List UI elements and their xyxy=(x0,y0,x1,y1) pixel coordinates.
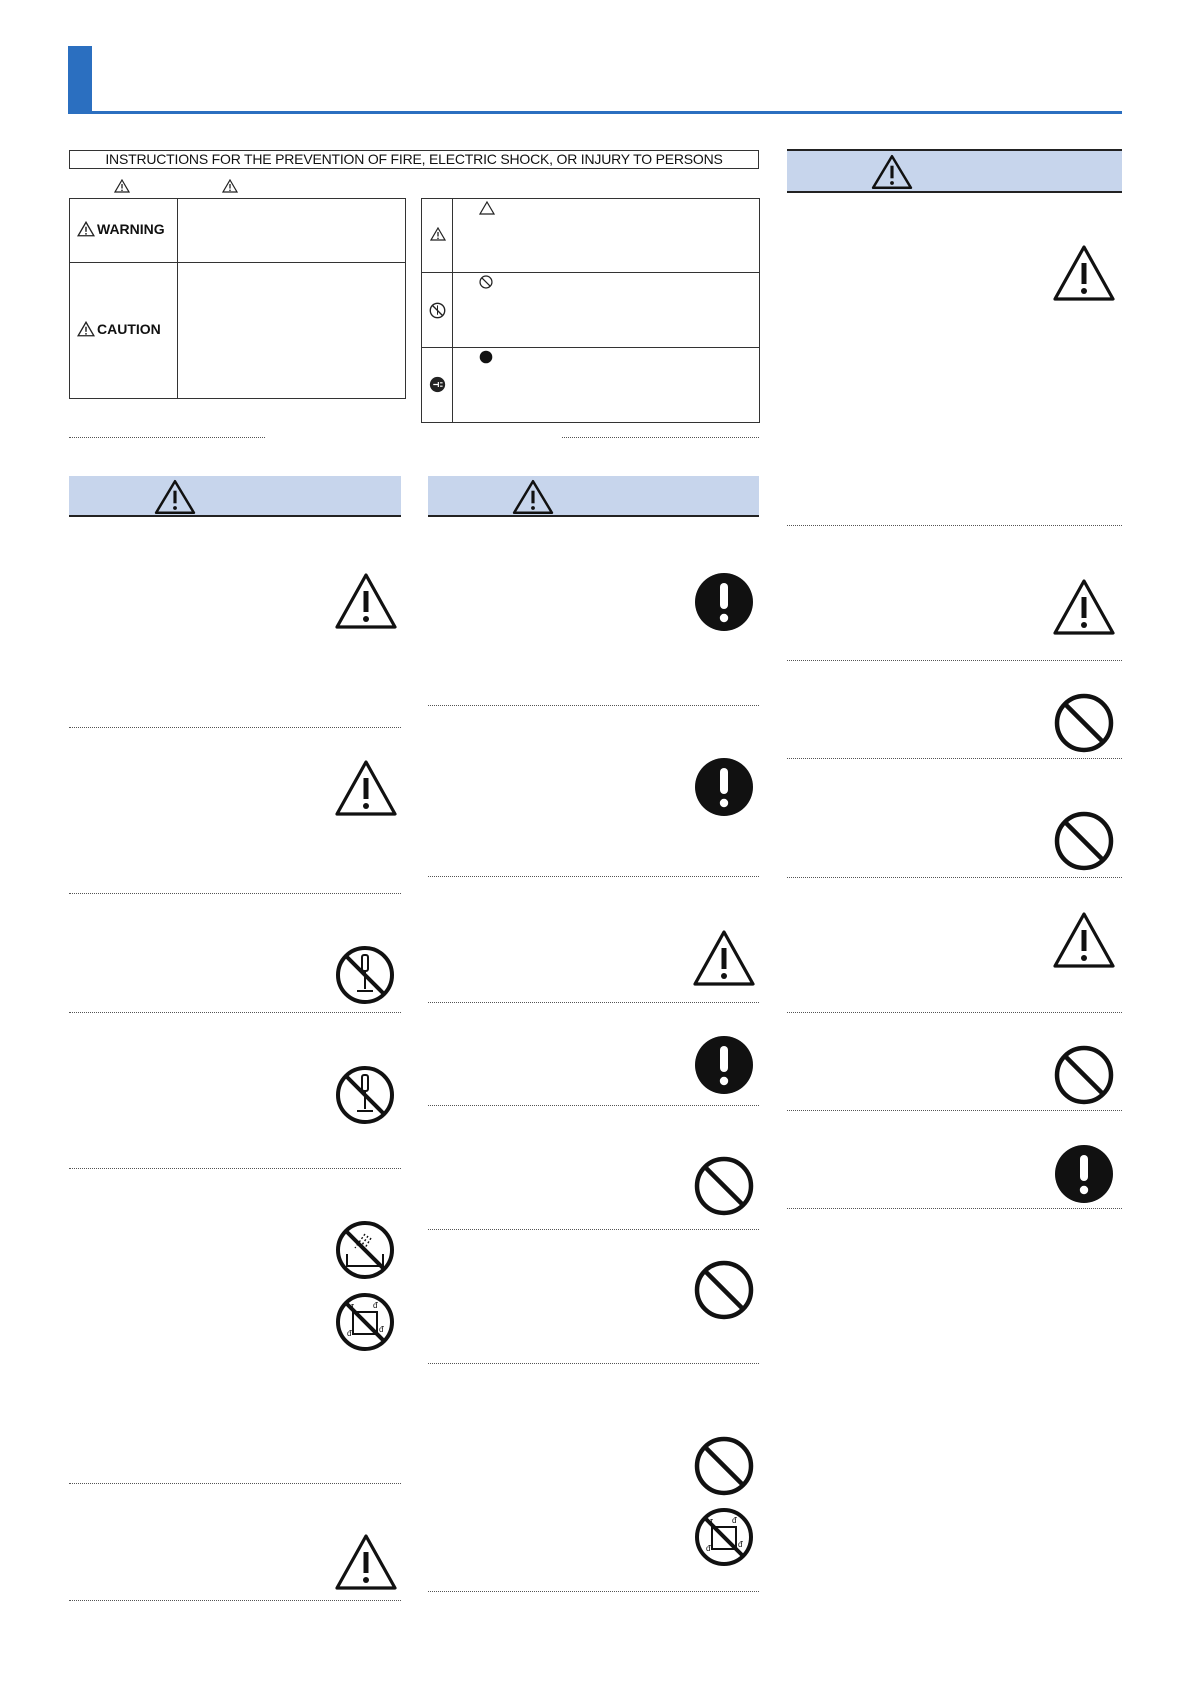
svg-text:ᵭ: ᵭ xyxy=(738,1540,743,1549)
warning-label: WARNING xyxy=(97,221,165,237)
no-wet-icon xyxy=(335,1292,395,1352)
divider xyxy=(69,1012,401,1013)
divider xyxy=(428,876,759,877)
no-water-icon xyxy=(335,1220,395,1280)
prohibited-circle-icon xyxy=(1054,811,1114,871)
warning-icon xyxy=(334,1533,398,1591)
svg-text:ᵭ: ᵭ xyxy=(706,1544,711,1553)
instructions-banner: INSTRUCTIONS FOR THE PREVENTION OF FIRE, ELECTRIC SHOCK, OR INJURY TO PERSONS xyxy=(69,150,759,169)
warning-icon xyxy=(1052,244,1116,302)
warning-icon xyxy=(430,227,446,241)
exclamation-circle-icon xyxy=(694,572,754,632)
divider xyxy=(787,1110,1122,1111)
divider xyxy=(787,525,1122,526)
svg-text:ᵭ: ᵭ xyxy=(373,1301,378,1310)
warning-icon xyxy=(77,221,95,237)
no-disassemble-icon xyxy=(335,945,395,1005)
warning-icon xyxy=(334,572,398,630)
no-disassemble-icon xyxy=(335,1065,395,1125)
divider xyxy=(69,893,401,894)
exclamation-circle-icon xyxy=(694,1035,754,1095)
divider xyxy=(428,1229,759,1230)
warning-definition-label xyxy=(77,221,165,237)
prohibited-circle-icon xyxy=(1054,1045,1114,1105)
warning-icon xyxy=(154,479,196,515)
no-disassemble-icon xyxy=(429,302,446,319)
divider xyxy=(428,1002,759,1003)
svg-text:ᵭ: ᵭ xyxy=(379,1325,384,1334)
warning-icon xyxy=(1052,911,1116,969)
prohibited-circle-icon xyxy=(694,1156,754,1216)
divider xyxy=(787,1012,1122,1013)
unplug-icon xyxy=(429,376,446,393)
caution-label: CAUTION xyxy=(97,321,161,337)
filled-circle-symbol-icon xyxy=(479,350,493,364)
triangle-symbol-icon xyxy=(479,201,495,215)
divider xyxy=(69,1600,401,1601)
prohibited-symbol-icon xyxy=(479,275,493,289)
prohibited-circle-icon xyxy=(694,1260,754,1320)
exclamation-circle-icon xyxy=(694,757,754,817)
page-header-rule xyxy=(68,111,1122,114)
warning-icon xyxy=(334,759,398,817)
divider xyxy=(428,1105,759,1106)
exclamation-circle-icon xyxy=(1054,1144,1114,1204)
symbol-explanation-table xyxy=(421,198,760,423)
warning-icon xyxy=(512,479,554,515)
no-wet-icon xyxy=(694,1507,754,1567)
divider xyxy=(428,705,759,706)
prohibited-circle-icon xyxy=(1054,693,1114,753)
divider xyxy=(787,758,1122,759)
warning-icon xyxy=(1052,578,1116,636)
divider xyxy=(787,877,1122,878)
warning-caution-definition-table xyxy=(69,198,406,399)
warning-icon xyxy=(222,179,238,193)
warning-icon xyxy=(77,321,95,337)
caution-definition-label xyxy=(77,321,161,337)
divider xyxy=(69,437,265,438)
divider xyxy=(69,1483,401,1484)
divider xyxy=(787,660,1122,661)
svg-text:ᵭ: ᵭ xyxy=(732,1516,737,1525)
prohibited-circle-icon xyxy=(694,1436,754,1496)
divider xyxy=(69,1168,401,1169)
divider xyxy=(787,1208,1122,1209)
divider xyxy=(428,1363,759,1364)
warning-icon xyxy=(692,929,756,987)
warning-section-header xyxy=(428,476,759,517)
svg-text:ᵭ: ᵭ xyxy=(347,1329,352,1338)
warning-icon xyxy=(114,179,130,193)
divider xyxy=(428,1591,759,1592)
divider xyxy=(69,727,401,728)
warning-icon xyxy=(871,154,913,190)
page-header-accent xyxy=(68,46,92,114)
warning-section-header xyxy=(69,476,401,517)
caution-section-header xyxy=(787,149,1122,193)
divider xyxy=(562,437,759,438)
